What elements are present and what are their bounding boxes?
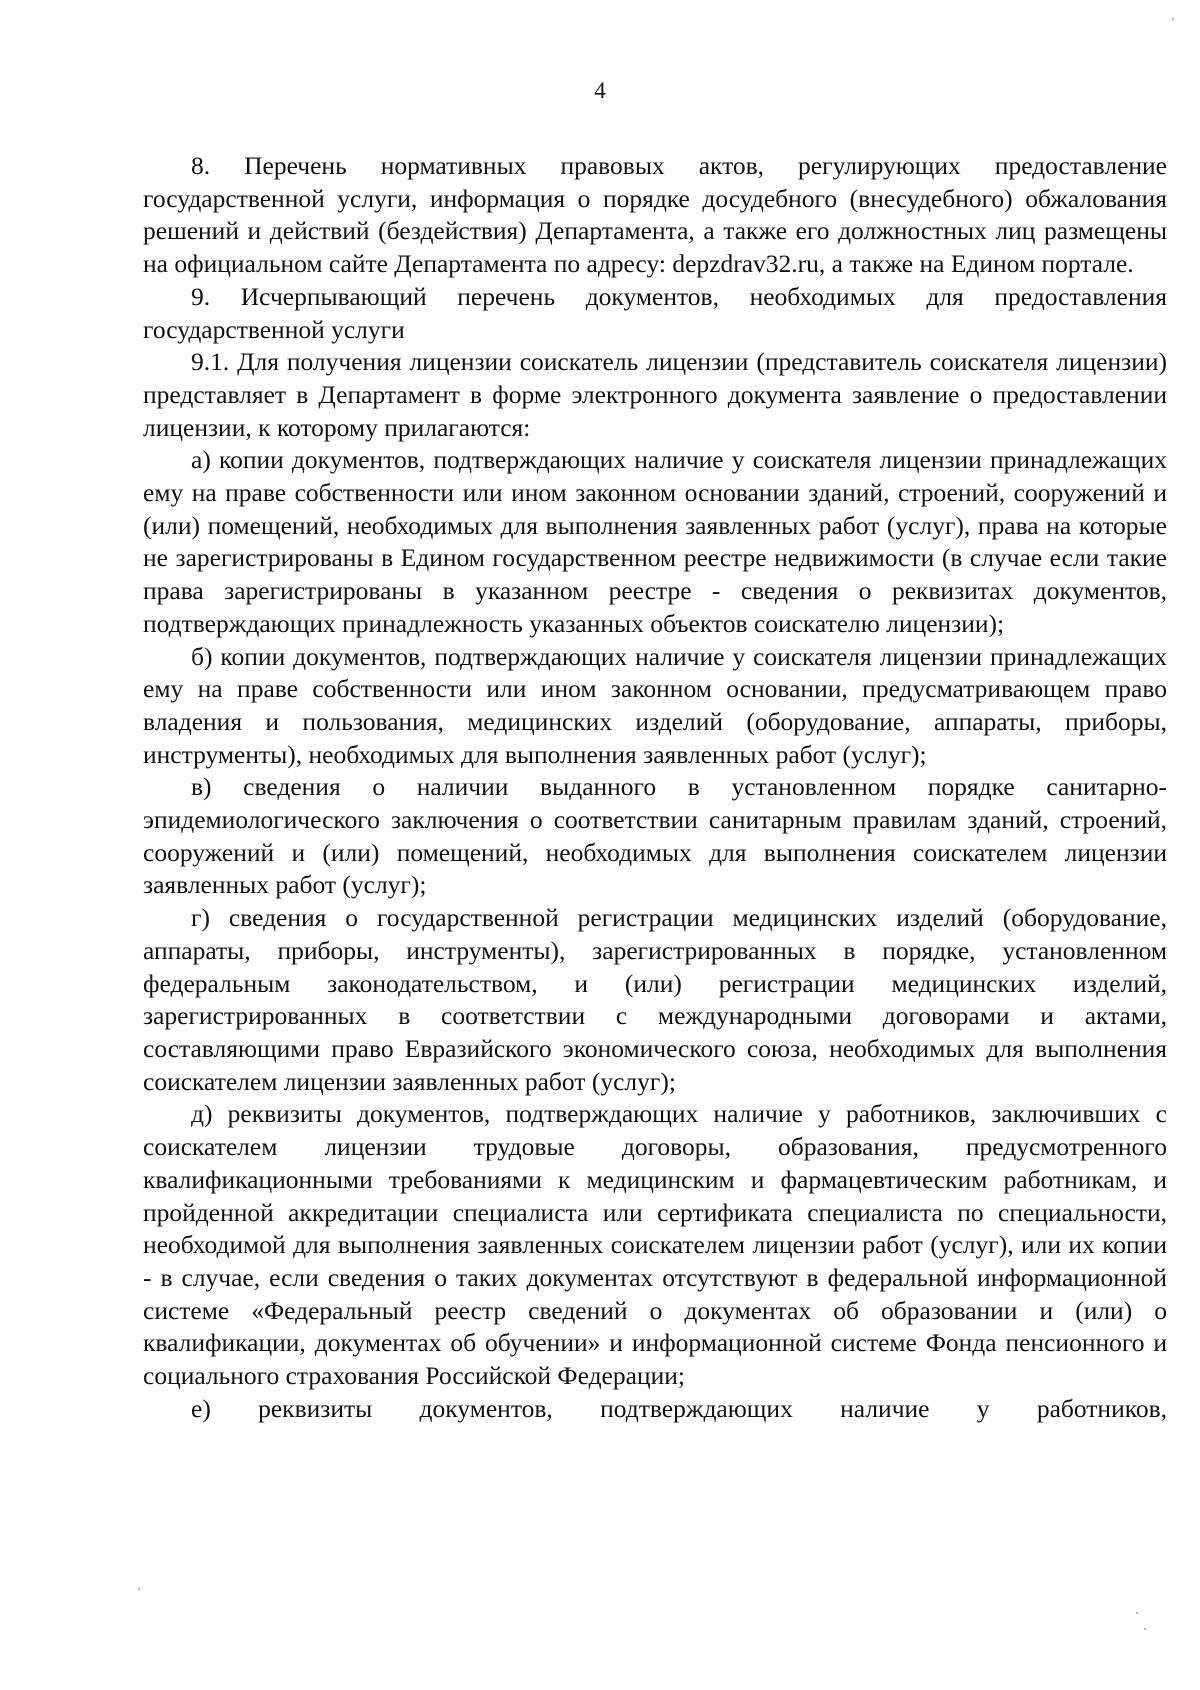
list-item-e-staff-documents: е) реквизиты документов, подтверждающих наличие у работников,: [191, 1393, 1167, 1423]
list-item-g-device-registration: г) сведения о государственной регистрации медицинских изделий (оборудование, аппараты, приборы, инструменты), зарегистрированных в порядке, установленном федеральным законодательством, и (или) регистрации медицинских изделий, зарегистрированных в соответствии с международными договорами и актами, составляющими право Евразийского экономического союза, необходимых для выполнения соискателем лицензии заявленных работ (услуг);: [143, 903, 1167, 1096]
paragraph-9-documents-list-heading: 9. Исчерпывающий перечень документов, необходимых для предоставления государственной услуги: [143, 281, 1167, 344]
list-item-v-sanitary-conclusion: в) сведения о наличии выданного в установленном порядке санитарно-эпидемиологического заключения о соответствии санитарным правилам зданий, строений, сооружений и (или) помещений, необходимых для выполнения соискателем лицензии заявленных работ (услуг);: [143, 772, 1167, 900]
paragraph-9-1-license-application: 9.1. Для получения лицензии соискатель лицензии (представитель соискателя лицензии) представляет в Департамент в форме электронного документа заявление о предоставлении лицензии, к которому прилагаются:: [143, 347, 1167, 442]
scan-speck: [138, 1588, 140, 1590]
document-body: [143, 150, 1167, 1425]
scan-speck: [1136, 1612, 1138, 1614]
page-number: 4: [594, 78, 606, 103]
list-item-d-staff-education: д) реквизиты документов, подтверждающих наличие у работников, заключивших с соискателем лицензии трудовые договоры, образования, предусмотренного квалификационными требованиями к медицинским и фармацевтическим работникам, и пройденной аккредитации специалиста или сертификата специалиста по специальности, необходимой для выполнения заявленных соискателем лицензии работ (услуг), или их копии - в случае, если сведения о таких документах отсутствуют в федеральной информационной системе «Федеральный реестр сведений о документах об образовании и (или) о квалификации, документах об обучении» и информационной системе Фонда пенсионного и социального страхования Российской Федерации;: [143, 1099, 1167, 1391]
scan-speck: [1172, 18, 1174, 20]
scan-speck: [1144, 1628, 1146, 1630]
paragraph-8-legal-acts: 8. Перечень нормативных правовых актов, регулирующих предоставление государственной услуги, информация о порядке досудебного (внесудебного) обжалования решений и действий (бездействия) Департамента, а также его должностных лиц размещены на официальном сайте Департамента по адресу: depzdrav32.ru, а также на Едином портале.: [143, 151, 1167, 279]
list-item-b-medical-devices-ownership: б) копии документов, подтверждающих наличие у соискателя лицензии принадлежащих ему на праве собственности или ином законном основании, предусматривающем право владения и пользования, медицинских изделий (оборудование, аппараты, приборы, инструменты), необходимых для выполнения заявленных работ (услуг);: [143, 641, 1167, 769]
list-item-a-buildings: а) копии документов, подтверждающих наличие у соискателя лицензии принадлежащих ему на праве собственности или ином законном основании зданий, строений, сооружений и (или) помещений, необходимых для выполнения заявленных работ (услуг), права на которые не зарегистрированы в Едином государственном реестре недвижимости (в случае если такие права зарегистрированы в указанном реестре - сведения о реквизитах документов, подтверждающих принадлежность указанных объектов соискателю лицензии);: [143, 445, 1167, 638]
